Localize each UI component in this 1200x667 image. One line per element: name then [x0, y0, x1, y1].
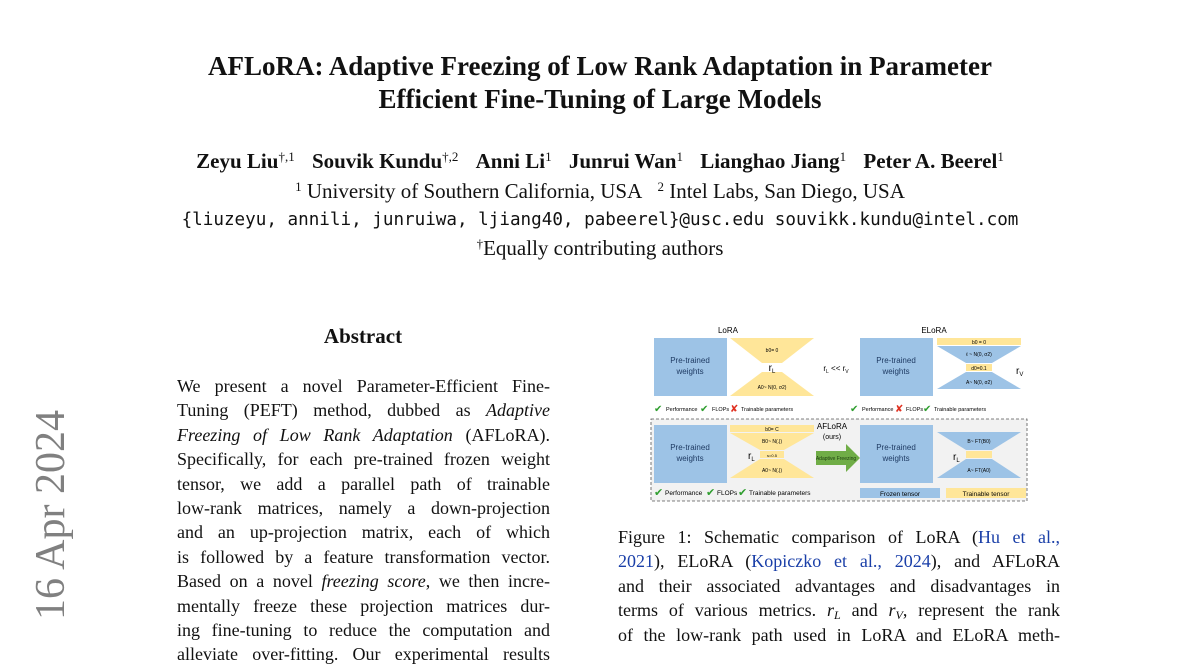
caption-line — [618, 598, 1060, 622]
author-mark: †,1 — [278, 149, 295, 164]
text-run: and an up-projection matrix, each of which — [177, 522, 550, 543]
metric-performance: Performance — [665, 490, 703, 497]
check-icon: ✔ — [738, 487, 748, 499]
author-name: Junrui Wan — [568, 149, 677, 173]
affiliation-usc: University of Southern California, USA — [306, 179, 643, 203]
lora-metrics — [654, 404, 793, 415]
aflora-b-init: b0= C — [765, 427, 779, 433]
paper-title — [0, 50, 1200, 116]
rank-comparison: $r_L << r_V$ — [823, 364, 849, 375]
legend-frozen-label: Frozen tensor — [879, 491, 921, 498]
text-run: and — [840, 600, 889, 621]
elora-weights-label: weights — [882, 367, 910, 376]
math-subscript: V — [895, 608, 903, 623]
abstract-line — [177, 545, 550, 569]
metric-flops: FLOPs — [717, 490, 738, 497]
text-run: ), and AFLoRA — [930, 551, 1060, 572]
aflora-weights-label-right: weights — [882, 454, 910, 463]
aflora-b2-init: B0~ N(.|) — [761, 439, 783, 445]
equal-contribution-text: Equally contributing authors — [483, 236, 724, 260]
affiliations — [0, 177, 1200, 205]
author — [569, 149, 683, 173]
text-run: ), ELoRA ( — [654, 551, 752, 572]
check-icon: ✔ — [700, 404, 709, 415]
aflora-rank-right: $r_L$ — [953, 452, 960, 464]
metric-performance: Performance — [862, 407, 894, 413]
text-run: Specifically, for each pre-trained frozen weight — [177, 449, 550, 470]
text-run: and their associated advantages and disadvantages in — [618, 575, 1060, 596]
abstract-line — [177, 594, 550, 618]
lora-a-init: A0~ N(0, σ2) — [757, 385, 787, 391]
text-run: We present a novel Parameter-Efficient Fine- — [177, 376, 550, 396]
elora-d2-init: d0=0.1 — [971, 366, 987, 372]
metric-params: Trainable parameters — [749, 490, 811, 497]
abstract-line — [177, 642, 550, 666]
text-run: , we then incre- — [425, 571, 550, 592]
emphasis: Adaptive — [486, 400, 550, 421]
check-icon: ✔ — [923, 404, 932, 415]
elora-rank: $r_V$ — [1016, 366, 1024, 378]
text-run: alleviate over-fitting. Our experimental results — [177, 644, 550, 665]
author — [312, 149, 458, 173]
math-subscript: L — [834, 608, 841, 623]
author-mark: 1 — [997, 149, 1004, 164]
figure-1-schematic — [650, 326, 1028, 502]
text-run: of the low-rank path used in LoRA and ELoRA meth- — [618, 624, 1060, 645]
abstract-line — [177, 472, 550, 496]
caption-line — [618, 623, 1060, 647]
elora-pretrained-label: Pre-trained — [876, 356, 916, 365]
check-icon: ✔ — [654, 404, 663, 415]
arxiv-date-stamp: 16 Apr 2024 — [28, 410, 74, 620]
affiliation-mark: 2 — [657, 179, 664, 194]
elora-metrics — [850, 404, 986, 415]
abstract-line — [177, 569, 550, 593]
author-name: Zeyu Liu — [196, 149, 279, 173]
aflora-frozen-b-label: B~ FT(B0) — [967, 439, 991, 445]
metric-params: Trainable parameters — [934, 407, 987, 413]
metric-flops: FLOPs — [906, 407, 924, 413]
elora-a-init: A~ N(0, σ2) — [965, 380, 993, 386]
text-run: Based on a novel — [177, 571, 322, 592]
aflora-pretrained-label-right: Pre-trained — [876, 443, 916, 452]
emphasis: freezing score — [321, 571, 426, 592]
equal-contribution-note — [0, 234, 1200, 262]
author-name: Lianghao Jiang — [700, 149, 840, 173]
caption-line — [618, 574, 1060, 598]
check-icon: ✔ — [654, 487, 664, 499]
elora-title: ELoRA — [921, 326, 947, 335]
aflora-ours: (ours) — [822, 434, 842, 441]
abstract-line — [177, 423, 550, 447]
aflora-frozen-mid-vector — [966, 451, 992, 458]
affiliation-mark: 1 — [295, 179, 302, 194]
elora-b-init: b0 = 0 — [971, 340, 987, 346]
citation-link[interactable]: Hu et al., — [978, 527, 1060, 547]
lora-weights-label: weights — [676, 367, 704, 376]
abstract-line — [177, 374, 550, 398]
text-run: low-rank matrices, namely a down-projection — [177, 497, 550, 518]
caption-line — [618, 549, 1060, 573]
metric-flops: FLOPs — [712, 407, 730, 413]
text-run: mentally freeze these projection matrices dur- — [177, 595, 550, 616]
aflora-weights-label-left: weights — [676, 454, 704, 463]
cross-icon: ✘ — [895, 404, 904, 415]
lora-rank: $r_L$ — [768, 363, 776, 375]
caption-line — [618, 525, 1060, 549]
aflora-pretrained-label-left: Pre-trained — [670, 443, 710, 452]
abstract-line — [177, 398, 550, 422]
metric-params: Trainable parameters — [741, 407, 794, 413]
author-mark: 1 — [545, 149, 552, 164]
legend-trainable-label: Trainable tensor — [962, 491, 1010, 498]
title-line-2: Efficient Fine-Tuning of Large Models — [378, 84, 822, 114]
abstract-body — [177, 374, 550, 667]
lora-title: LoRA — [717, 326, 739, 335]
lora-b-init: b0= 0 — [765, 348, 779, 354]
author-mark: 1 — [839, 149, 847, 164]
author-emails: {liuzeyu, annili, junruiwa, ljiang40, pabeerel}@usc.edu souvikk.kundu@intel.com — [181, 210, 1019, 230]
author — [700, 149, 846, 173]
abstract-heading: Abstract — [323, 324, 403, 348]
author-mark: †,2 — [442, 149, 459, 164]
emphasis: Freezing of Low Rank Adaptation — [177, 424, 453, 445]
abstract-line — [177, 520, 550, 544]
metric-performance: Performance — [666, 407, 698, 413]
author — [476, 149, 552, 173]
author-name: Peter A. Beerel — [863, 149, 998, 173]
text-run: ing fine-tuning to reduce the computation and — [177, 619, 550, 640]
author-list — [0, 147, 1200, 175]
text-run: , represent the rank — [902, 600, 1060, 621]
text-run: Figure 1: Schematic comparison of LoRA ( — [618, 527, 978, 547]
check-icon: ✔ — [706, 487, 716, 499]
author-mark: 1 — [676, 149, 683, 164]
aflora-frozen-a-label: A~ FT(A0) — [967, 468, 991, 474]
text-run: (AFLoRA). — [452, 424, 550, 445]
check-icon: ✔ — [850, 404, 859, 415]
author-name: Anni Li — [475, 149, 546, 173]
citation-link[interactable]: Kopiczko et al., 2024 — [751, 551, 931, 572]
aflora-mid-init: s=0.5 — [767, 453, 777, 458]
math-symbol: r — [827, 600, 835, 621]
text-run: Tuning (PEFT) method, dubbed as — [177, 400, 487, 421]
text-run: tensor, we add a parallel path of trainable — [177, 473, 550, 494]
abstract-line — [177, 496, 550, 520]
dagger-mark: † — [476, 236, 484, 251]
author — [863, 149, 1003, 173]
citation-link[interactable]: 2021 — [618, 551, 654, 572]
elora-d1-init: ℓ ~ N(0, σ2) — [966, 352, 992, 358]
abstract-line — [177, 447, 550, 471]
text-run: is followed by a feature transformation vector. — [177, 546, 550, 567]
aflora-a-init: A0~ N(.|) — [761, 468, 783, 474]
adaptive-freezing-label: Adaptive Freezing — [815, 456, 857, 462]
aflora-rank-left: $r_L$ — [748, 451, 755, 463]
aflora-title: AFLoRA — [816, 422, 848, 431]
lora-a-matrix — [730, 372, 814, 396]
author — [196, 149, 295, 173]
cross-icon: ✘ — [730, 404, 739, 415]
figure-1-caption — [618, 525, 1060, 647]
lora-pretrained-label: Pre-trained — [670, 356, 710, 365]
title-line-1: AFLoRA: Adaptive Freezing of Low Rank Adaptation in Parameter — [208, 51, 992, 81]
abstract-line — [177, 618, 550, 642]
math-symbol: r — [888, 600, 896, 621]
author-name: Souvik Kundu — [311, 149, 443, 173]
affiliation-intel: Intel Labs, San Diego, USA — [669, 179, 905, 203]
text-run: terms of various metrics. — [618, 600, 828, 621]
